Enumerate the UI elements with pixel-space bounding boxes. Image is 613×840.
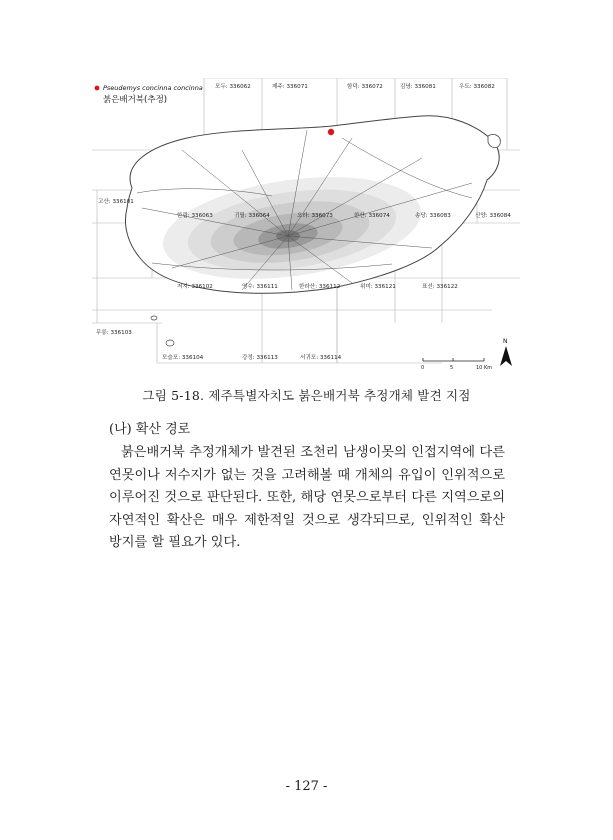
scale-tick: 5 [450,365,454,371]
north-arrow-icon [500,338,512,366]
tile-label: 제주: 336071 [272,84,308,90]
tile-label: 위미: 336121 [360,284,396,290]
tile-label: 영수: 336111 [242,284,278,290]
legend-marker [95,86,100,91]
section-heading: (나) 확산 경로 [109,422,191,437]
tile-label: 고산: 336101 [98,199,134,205]
sighting-marker [328,129,334,135]
tile-label: 우도: 336082 [459,84,495,90]
marado-islet [166,340,174,346]
map-legend [95,84,203,105]
tile-label: 모슬포: 336104 [162,355,204,361]
tile-label: 함덕: 336072 [347,84,383,90]
scale-bar [421,358,492,371]
tile-label: 한라산: 336112 [299,284,341,290]
tile-label: 송당: 336083 [415,213,451,219]
tile-label: 신양: 336084 [475,213,511,219]
tile-label: 한림: 336063 [177,213,213,219]
page-number: - 127 - [285,779,328,794]
tile-label: 한산: 336074 [354,213,390,219]
north-label: N [503,338,508,345]
legend-species-korean: 붉은배거북(추정) [103,95,168,105]
tile-label: 모두: 336062 [215,84,251,90]
udo-islet [488,134,500,147]
scale-tick: 10 Km [476,365,493,371]
legend-species-scientific: Pseudemys concinna concinna [103,84,203,92]
tile-label: 저지: 336102 [177,284,213,290]
tile-label: 서귀포: 336114 [300,355,342,361]
body-paragraph: 붉은배거북 추정개체가 발견된 조천리 남생이못의 인접지역에 다른 연못이나 저수지가 없는 것을 고려해볼 때 개체의 유입이 인위적으로 이루어진 것으로 판단된다. 또한, 해당 연못으로부터 다른 지역으로의 자연적인 확산은 매우 제한적일 것으로 생각되므로, 인위적인 확산 방지를 할 필요가 있다. [109,445,505,551]
tile-label: 김녕: 336081 [400,84,436,90]
scale-tick: 0 [421,365,425,371]
tile-label: 오라: 336073 [297,213,333,219]
distribution-map [92,78,520,378]
tile-label: 무릉: 336103 [96,330,132,336]
tile-label: 강정: 336113 [242,355,278,361]
gapado-islet [151,316,157,320]
tile-label: 귀릴: 336064 [234,213,270,219]
tile-label: 표선: 336122 [422,284,458,290]
figure-caption: 그림 5-18. 제주특별자치도 붉은배거북 추정개체 발견 지점 [142,388,471,403]
